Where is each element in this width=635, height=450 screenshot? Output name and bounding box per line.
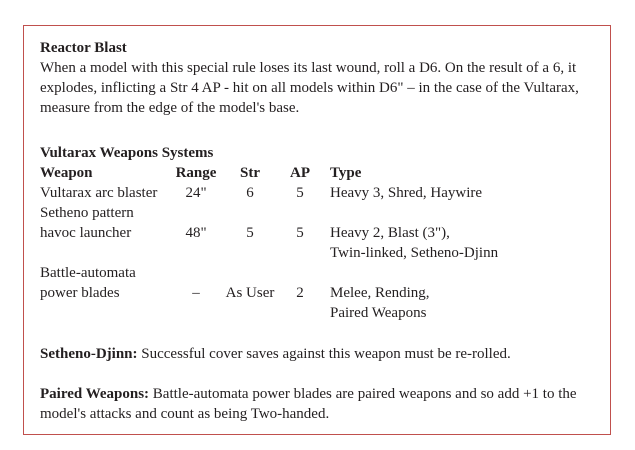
cell-weapon: power blades [40,285,120,301]
cell-str: 6 [246,185,254,201]
cell-type: Heavy 2, Blast (3"), [330,225,450,241]
table-row [40,303,600,323]
cell-ap: 2 [296,285,304,301]
cell-ap: 5 [296,185,304,201]
weapons-table [40,163,600,323]
cell-range: – [192,285,200,301]
cell-type: Twin-linked, Setheno-Djinn [330,245,499,261]
cell-weapon: Setheno pattern [40,205,134,221]
header-str: Str [240,165,260,181]
table-row [40,223,600,243]
cell-str: As User [225,285,275,301]
table-row [40,183,600,203]
cell-range: 24" [185,185,207,201]
paired-weapons-label: Paired Weapons: [40,386,150,402]
cell-range: 48" [185,225,207,241]
rules-card [23,25,611,435]
table-row [40,283,600,303]
reactor-blast-section [40,38,598,118]
table-row [40,243,600,263]
cell-type: Paired Weapons [330,305,427,321]
header-type: Type [330,165,362,181]
header-weapon: Weapon [40,165,93,181]
cell-ap: 5 [296,225,304,241]
paired-weapons-text: Battle-automata power blades are paired weapons and so add +1 to the model's attacks and count as being Two-handed. [40,386,577,422]
paired-weapons-rule [40,384,598,424]
reactor-blast-title: Reactor Blast [40,40,127,56]
cell-weapon: Battle-automata [40,265,136,281]
reactor-blast-text: When a model with this special rule loses its last wound, roll a D6. On the result of a 6, it explodes, inflicting a Str 4 AP - hit on all models within D6" – in the case of the Vultarax, measure from the edge of the model's base. [40,60,579,116]
cell-weapon: havoc launcher [40,225,132,241]
cell-weapon: Vultarax arc blaster [40,185,158,201]
setheno-djinn-rule [40,344,598,364]
setheno-djinn-label: Setheno-Djinn: [40,346,138,362]
cell-type: Heavy 3, Shred, Haywire [330,185,483,201]
table-row [40,263,600,283]
weapons-table-header [40,163,600,183]
setheno-djinn-text: Successful cover saves against this weapon must be re-rolled. [137,346,511,362]
cell-type: Melee, Rending, [330,285,430,301]
weapons-systems-title: Vultarax Weapons Systems [40,145,214,161]
table-row [40,203,600,223]
cell-str: 5 [246,225,254,241]
header-ap: AP [290,165,310,181]
header-range: Range [175,165,217,181]
